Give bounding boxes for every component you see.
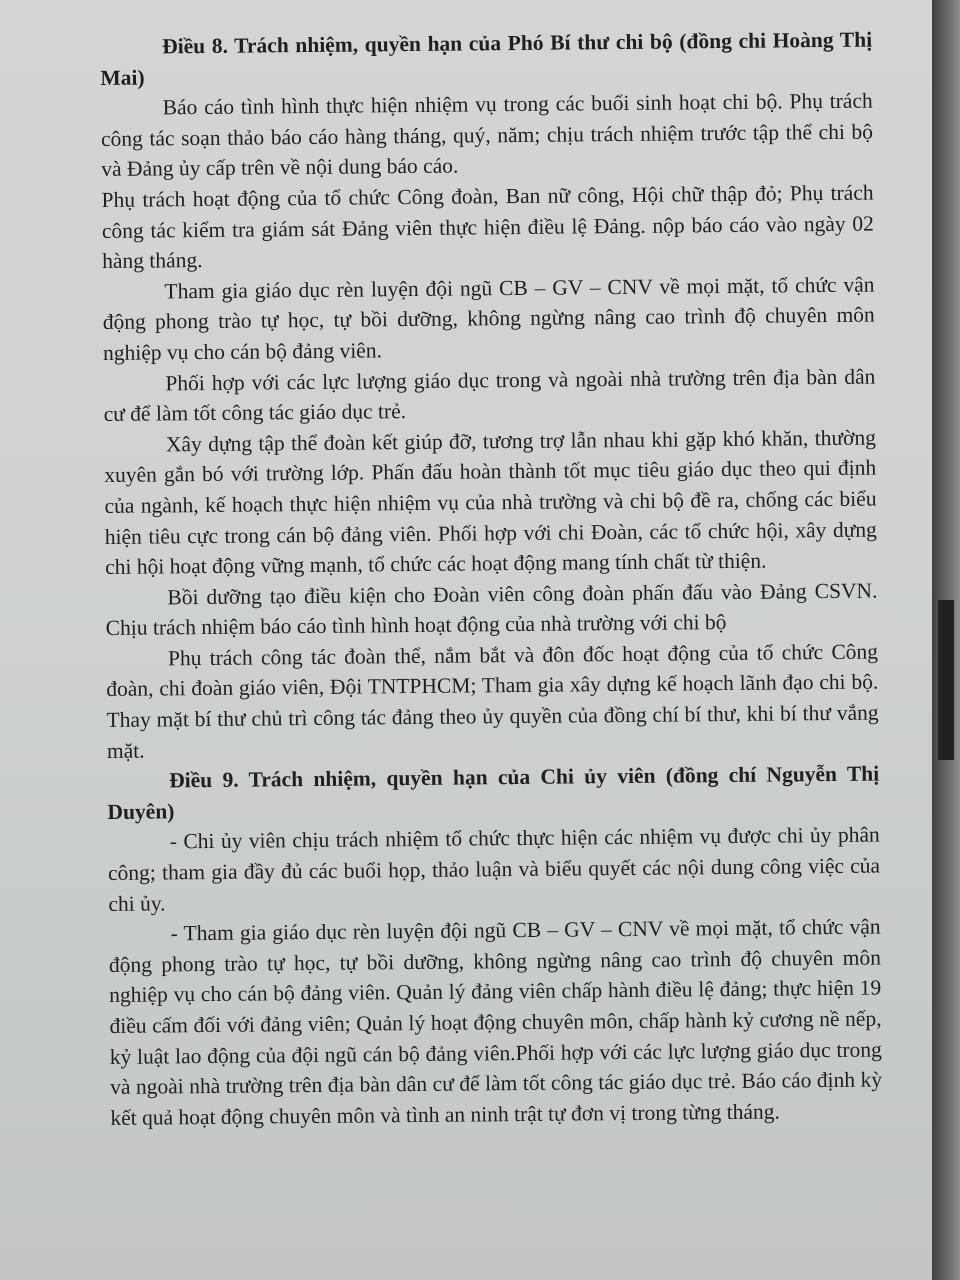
article-8-paragraph: Tham gia giáo dục rèn luyện đội ngũ CB – GV – CNV về mọi mặt, tổ chức vận động phong trào tự học, tự bồi dưỡng, không ngừng nâng cao trình độ chuyên môn nghiệp vụ cho cán bộ đảng viên. xyxy=(102,272,875,365)
article-8-paragraph: Bồi dưỡng tạo điều kiện cho Đoàn viên công đoàn phấn đấu vào Đảng CSVN. Chịu trách nhiệm báo cáo tình hình hoạt động của nhà trường với chi bộ xyxy=(105,578,878,641)
article-8-paragraph: Phụ trách hoạt động của tổ chức Công đoàn, Ban nữ công, Hội chữ thập đỏ; Phụ trách công tác kiểm tra giám sát Đảng viên thực hiện điều lệ Đảng. nộp báo cáo vào ngày 02 hàng tháng. xyxy=(101,180,874,274)
document-body xyxy=(100,25,883,1134)
article-9-paragraph: - Tham gia giáo dục rèn luyện đội ngũ CB – GV – CNV về mọi mặt, tổ chức vận động phong trào tự học, tự bồi dưỡng, không ngừng nâng cao trình độ chuyên môn nghiệp vụ cho cán bộ đảng viên. Quản lý đảng viên chấp hành điều lệ đảng; thực hiện 19 điều cấm đối với đảng viên; Quản lý hoạt động chuyên môn, chấp hành kỷ cương nề nếp, kỷ luật lao động của đội ngũ cán bộ đảng viên.Phối hợp với các lực lượng giáo dục trong và ngoài nhà trường trên địa bàn dân cư để làm tốt công tác giáo dục trẻ. Báo cáo định kỳ kết quả hoạt động chuyên môn và tình an ninh trật tự đơn vị trong từng tháng. xyxy=(108,914,883,1130)
article-8-paragraph: Phối hợp với các lực lượng giáo dục trong và ngoài nhà trường trên địa bàn dân cư để làm tốt công tác giáo dục trẻ. xyxy=(103,364,876,427)
page-fold-shadow xyxy=(938,600,954,760)
article-8-heading: Điều 8. Trách nhiệm, quyền hạn của Phó Bí thư chi bộ (đồng chi Hoàng Thị Mai) xyxy=(100,27,873,90)
article-8-paragraph: Phụ trách công tác đoàn thể, nắm bắt và đôn đốc hoạt động của tổ chức Công đoàn, chi đoàn giáo viên, Đội TNTPHCM; Tham gia xây dựng kế hoạch lãnh đạo chi bộ. Thay mặt bí thư chủ trì công tác đảng theo ủy quyền của đồng chí bí thư, khi bí thư vắng mặt. xyxy=(106,639,879,763)
article-9-heading: Điều 9. Trách nhiệm, quyền hạn của Chi ủy viên (đồng chí Nguyễn Thị Duyên) xyxy=(107,761,880,824)
article-9-paragraph: - Chi ủy viên chịu trách nhiệm tổ chức thực hiện các nhiệm vụ được chi ủy phân công; tham gia đầy đủ các buổi họp, thảo luận và biểu quyết các nội dung công việc của chi ủy. xyxy=(107,822,881,916)
article-8-paragraph: Xây dựng tập thể đoàn kết giúp đỡ, tương trợ lẫn nhau khi gặp khó khăn, thường xuyên gắn bó với trường lớp. Phấn đấu hoàn thành tốt mục tiêu giáo dục theo qui định của ngành, kế hoạch thực hiện nhiệm vụ của nhà trường và chi bộ đề ra, chống các biểu hiện tiêu cực trong cán bộ đảng viên. Phối hợp với chi Đoàn, các tổ chức hội, xây dựng chi hội hoạt động vững mạnh, tổ chức các hoạt động mang tính chất từ thiện. xyxy=(104,425,877,580)
page-edge-shadow xyxy=(932,0,960,1280)
article-8-paragraph: Báo cáo tình hình thực hiện nhiệm vụ trong các buổi sinh hoạt chi bộ. Phụ trách công tác soạn thảo báo cáo hàng tháng, quý, năm; chịu trách nhiệm trước tập thể chi bộ và Đảng ủy cấp trên về nội dung báo cáo. xyxy=(100,88,874,182)
